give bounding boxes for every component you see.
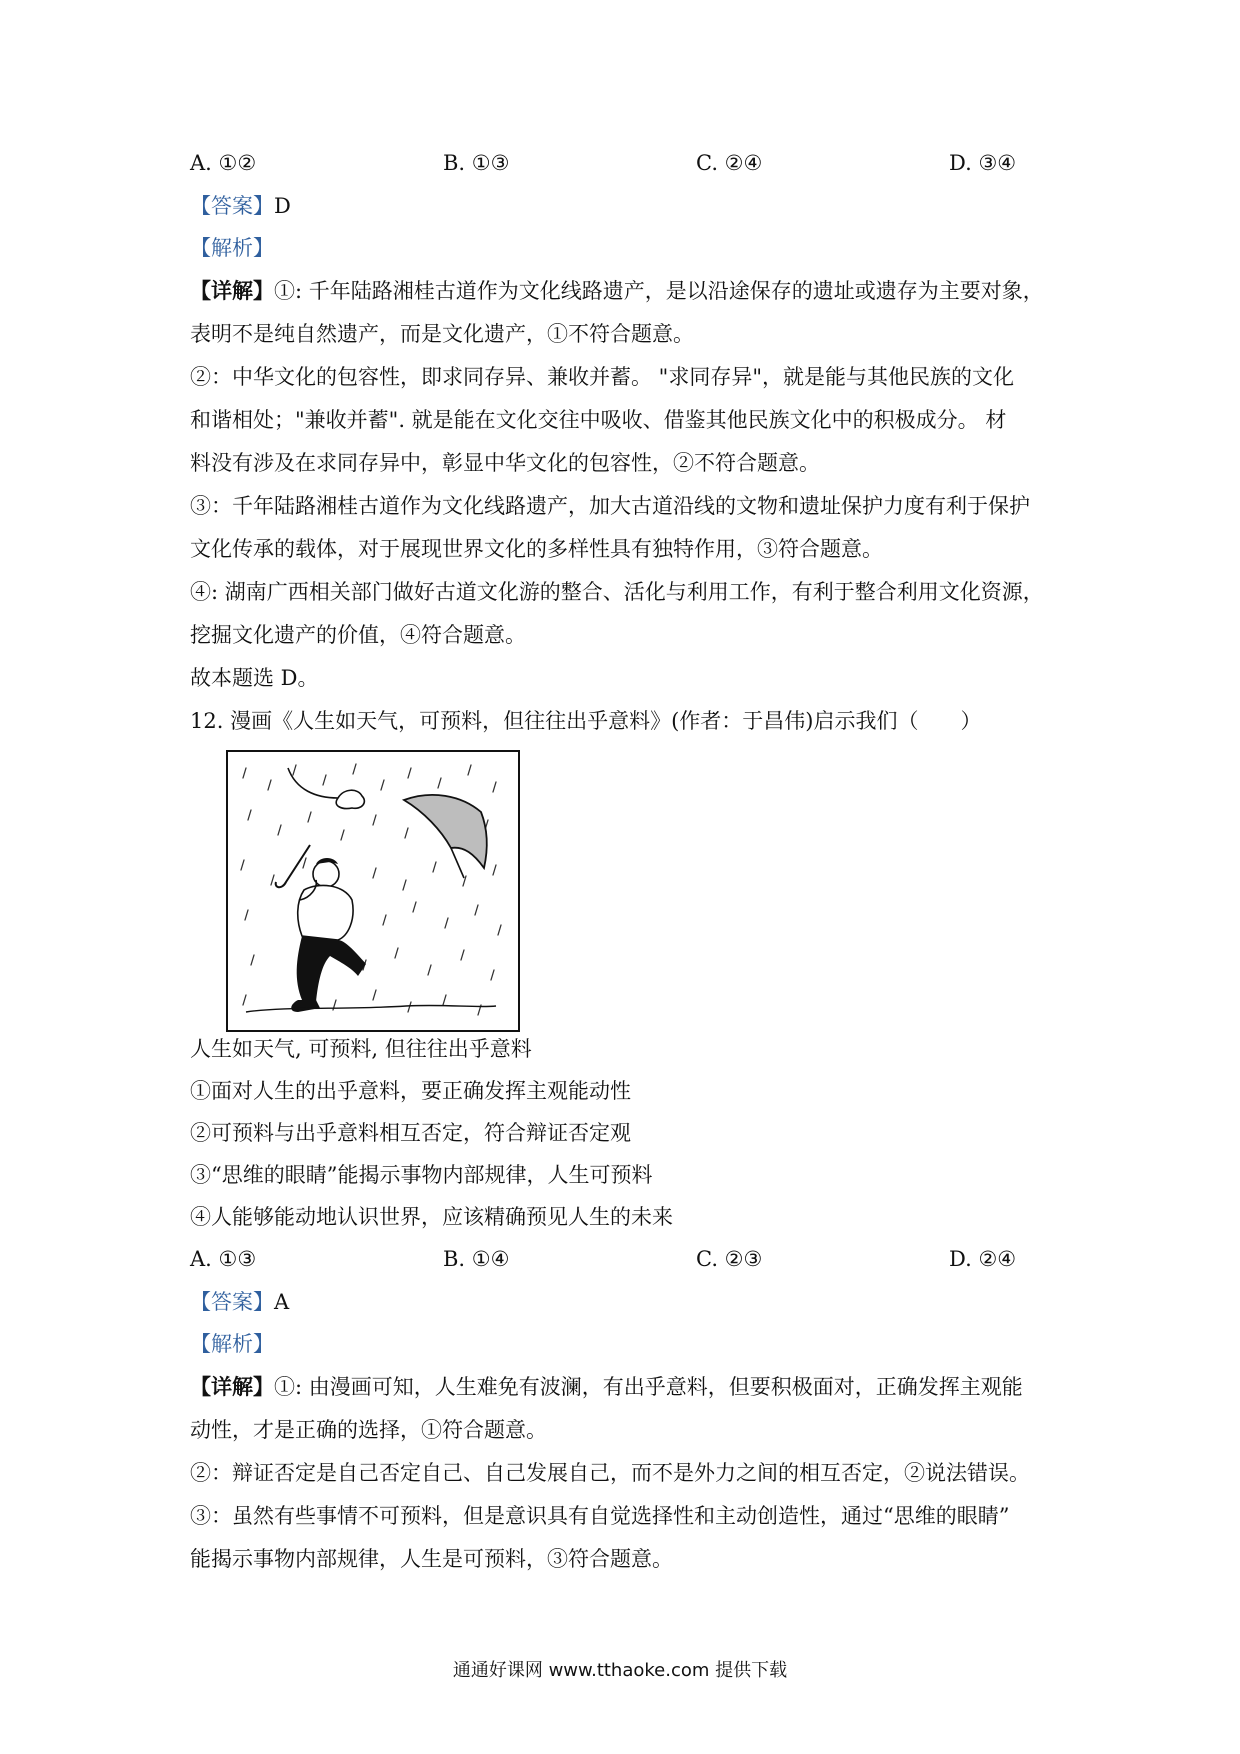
q11-options	[190, 148, 1090, 178]
q11-detail-text: ①: 千年陆路湘桂古道作为文化线路遗产，是以沿途保存的遗址或遗存为主要对象，	[274, 279, 1044, 303]
detail-tag: 【详解】	[190, 1374, 274, 1399]
q12-option-c: C. ②③	[696, 1247, 763, 1271]
q12-stem: 12. 漫画《人生如天气，可预料，但往往出乎意料》(作者：于昌伟)启示我们（ ）	[190, 709, 982, 733]
q12-detail-line-3: ②：辩证否定是自己否定自己、自己发展自己，而不是外力之间的相互否定，②说法错误。	[190, 1461, 1030, 1485]
q11-detail-line-3: ②：中华文化的包容性，即求同存异、兼收并蓄。 "求同存异"，就是能与其他民族的文化	[190, 365, 1014, 389]
q12-statement-4: ④人能够能动地认识世界，应该精确预见人生的未来	[190, 1205, 673, 1229]
q12-statement-1: ①面对人生的出乎意料，要正确发挥主观能动性	[190, 1079, 631, 1103]
q12-detail-text: ①: 由漫画可知，人生难免有波澜，有出乎意料，但要积极面对，正确发挥主观能	[274, 1375, 1023, 1399]
q11-detail-line-4: 和谐相处；"兼收并蓄". 就是能在文化交往中吸收、借鉴其他民族文化中的积极成分。 材	[190, 408, 1007, 432]
cartoon-image	[226, 750, 520, 1032]
q11-detail-line-5: 料没有涉及在求同存异中，彰显中华文化的包容性，②不符合题意。	[190, 451, 820, 475]
answer-tag: 【答案】	[190, 1290, 274, 1314]
page-footer: 通通好课网 www.tthaoke.com 提供下载	[452, 1660, 788, 1681]
q12-answer	[190, 1287, 289, 1317]
q12-options	[190, 1244, 1090, 1274]
q11-detail-line-7: 文化传承的载体，对于展现世界文化的多样性具有独特作用，③符合题意。	[190, 537, 883, 561]
q11-answer-value: D	[274, 194, 291, 218]
q11-answer	[190, 191, 291, 221]
q12-detail-line-4: ③：虽然有些事情不可预料，但是意识具有自觉选择性和主动创造性，通过“思维的眼睛”	[190, 1504, 1010, 1528]
q11-conclusion: 故本题选 D。	[190, 666, 319, 690]
q12-option-d: D. ②④	[949, 1247, 1017, 1271]
q11-detail-line-9: 挖掘文化遗产的价值，④符合题意。	[190, 623, 526, 647]
q11-detail-line-8: ④: 湖南广西相关部门做好古道文化游的整合、活化与利用工作，有利于整合利用文化资源，	[190, 580, 1044, 604]
q11-option-c: C. ②④	[696, 151, 763, 175]
q11-detail-line-2: 表明不是纯自然遗产，而是文化遗产，①不符合题意。	[190, 322, 694, 346]
q12-answer-value: A	[274, 1290, 290, 1314]
q12-option-b: B. ①④	[443, 1247, 510, 1271]
answer-tag: 【答案】	[190, 194, 274, 218]
q11-detail-line-6: ③：千年陆路湘桂古道作为文化线路遗产，加大古道沿线的文物和遗址保护力度有利于保护	[190, 494, 1030, 518]
q11-analysis-heading	[190, 233, 274, 263]
q11-option-b: B. ①③	[443, 151, 510, 175]
q12-analysis-heading	[190, 1329, 274, 1359]
q11-detail-line-1	[190, 276, 1044, 306]
detail-tag: 【详解】	[190, 278, 274, 303]
cartoon-caption: 人生如天气, 可预料, 但往往出乎意料	[190, 1037, 532, 1061]
q11-option-d: D. ③④	[949, 151, 1017, 175]
q12-detail-line-5: 能揭示事物内部规律，人生是可预料，③符合题意。	[190, 1547, 673, 1571]
q12-detail-line-1	[190, 1372, 1023, 1402]
q11-option-a: A. ①②	[190, 151, 257, 175]
analysis-tag: 【解析】	[190, 236, 274, 260]
q12-statement-3: ③“思维的眼睛”能揭示事物内部规律，人生可预料	[190, 1163, 653, 1187]
analysis-tag: 【解析】	[190, 1332, 274, 1356]
q12-detail-line-2: 动性，才是正确的选择，①符合题意。	[190, 1418, 547, 1442]
q12-option-a: A. ①③	[190, 1247, 257, 1271]
q12-statement-2: ②可预料与出乎意料相互否定，符合辩证否定观	[190, 1121, 631, 1145]
